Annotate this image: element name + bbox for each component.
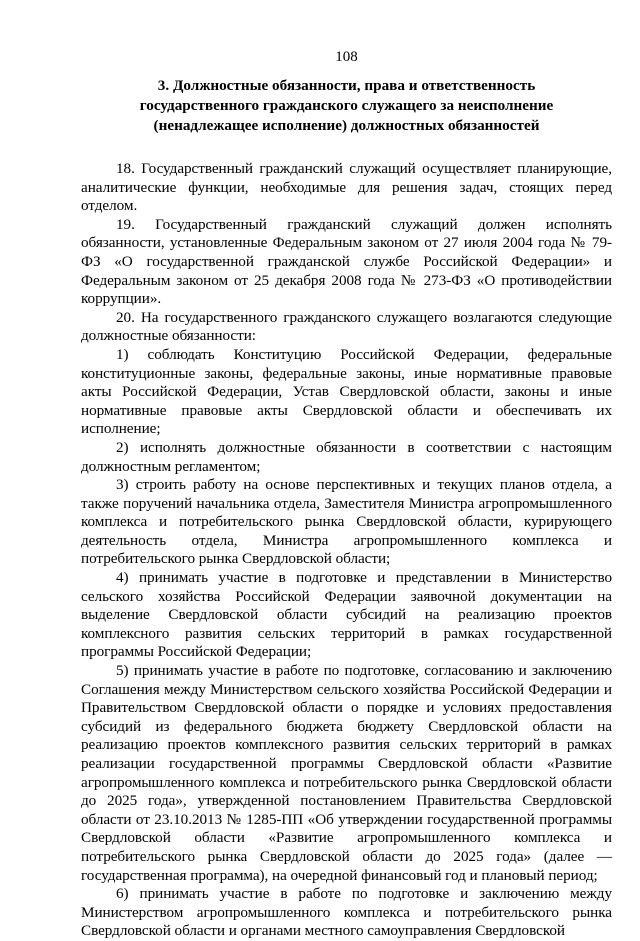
section-title-line: 3. Должностные обязанности, права и ответственность [157, 77, 536, 94]
section-title-line: (ненадлежащее исполнение) должностных обязанностей [153, 117, 540, 134]
duty-item-3: 3) строить работу на основе перспективных и текущих планов отдела, а также поручений начальника отдела, Заместителя Министра агропромышленного комплекса и потребительского рынка Свердловской области, курирующего деятельность отдела, Министра агропромышленного комплекса и потребительского рынка Свердловской области; [81, 476, 612, 568]
duty-item-1: 1) соблюдать Конституцию Российской Федерации, федеральные конституционные законы, федеральные законы, иные нормативные правовые акты Российской Федерации, Устав Свердловской области, законы и иные нормативные правовые акты Свердловской области и обеспечивать их исполнение; [81, 345, 612, 438]
body-text [81, 160, 612, 941]
paragraph-19: 19. Государственный гражданский служащий должен исполнять обязанности, установленные Федеральным законом от 27 июля 2004 года № 79-ФЗ «О государственной гражданской службе Российской Федерации» и Федеральным законом от 25 декабря 2008 года № 273-ФЗ «О противодействии коррупции». [81, 215, 612, 308]
section-title-line: государственного гражданского служащего за неисполнение [139, 97, 554, 114]
section-title [81, 76, 612, 136]
paragraph-18: 18. Государственный гражданский служащий осуществляет планирующие, аналитические функции, необходимые для решения задач, стоящих перед отделом. [81, 160, 612, 215]
duty-item-2: 2) исполнять должностные обязанности в соответствии с настоящим должностным регламентом; [81, 438, 612, 475]
duty-item-6: 6) принимать участие в работе по подготовке и заключению между Министерством агропромышленного комплекса и потребительского рынка Свердловской области и органами местного самоуправления Свердловской [81, 885, 612, 940]
paragraph-20: 20. На государственного гражданского служащего возлагаются следующие должностные обязанности: [81, 308, 612, 345]
duty-item-4: 4) принимать участие в подготовке и представлении в Министерство сельского хозяйства Российской Федерации заявочной документации на выделение Свердловской области субсидий на реализацию проектов комплексного развития сельских территорий в рамках государственной программы Российской Федерации; [81, 569, 612, 661]
duty-item-5: 5) принимать участие в работе по подготовке, согласованию и заключению Соглашения между Министерством сельского хозяйства Российской Федерации и Правительством Свердловской области о порядке и условиях предоставления субсидий из федерального бюджета бюджету Свердловской области на реализацию проектов комплексного развития сельских территорий в рамках реализации государственной программы Свердловской области «Развитие агропромышленного комплекса и потребительского рынка Свердловской области до 2025 года», утвержденной постановлением Правительства Свердловской области от 23.10.2013 № 1285-ПП «Об утверждении государственной программы Свердловской области «Развитие агропромышленного комплекса и потребительского рынка Свердловской области до 2025 года» (далее — государственная программа), на очередной финансовый год и плановый период; [81, 662, 612, 884]
page-number: 108 [335, 49, 358, 65]
document-page [81, 48, 612, 941]
